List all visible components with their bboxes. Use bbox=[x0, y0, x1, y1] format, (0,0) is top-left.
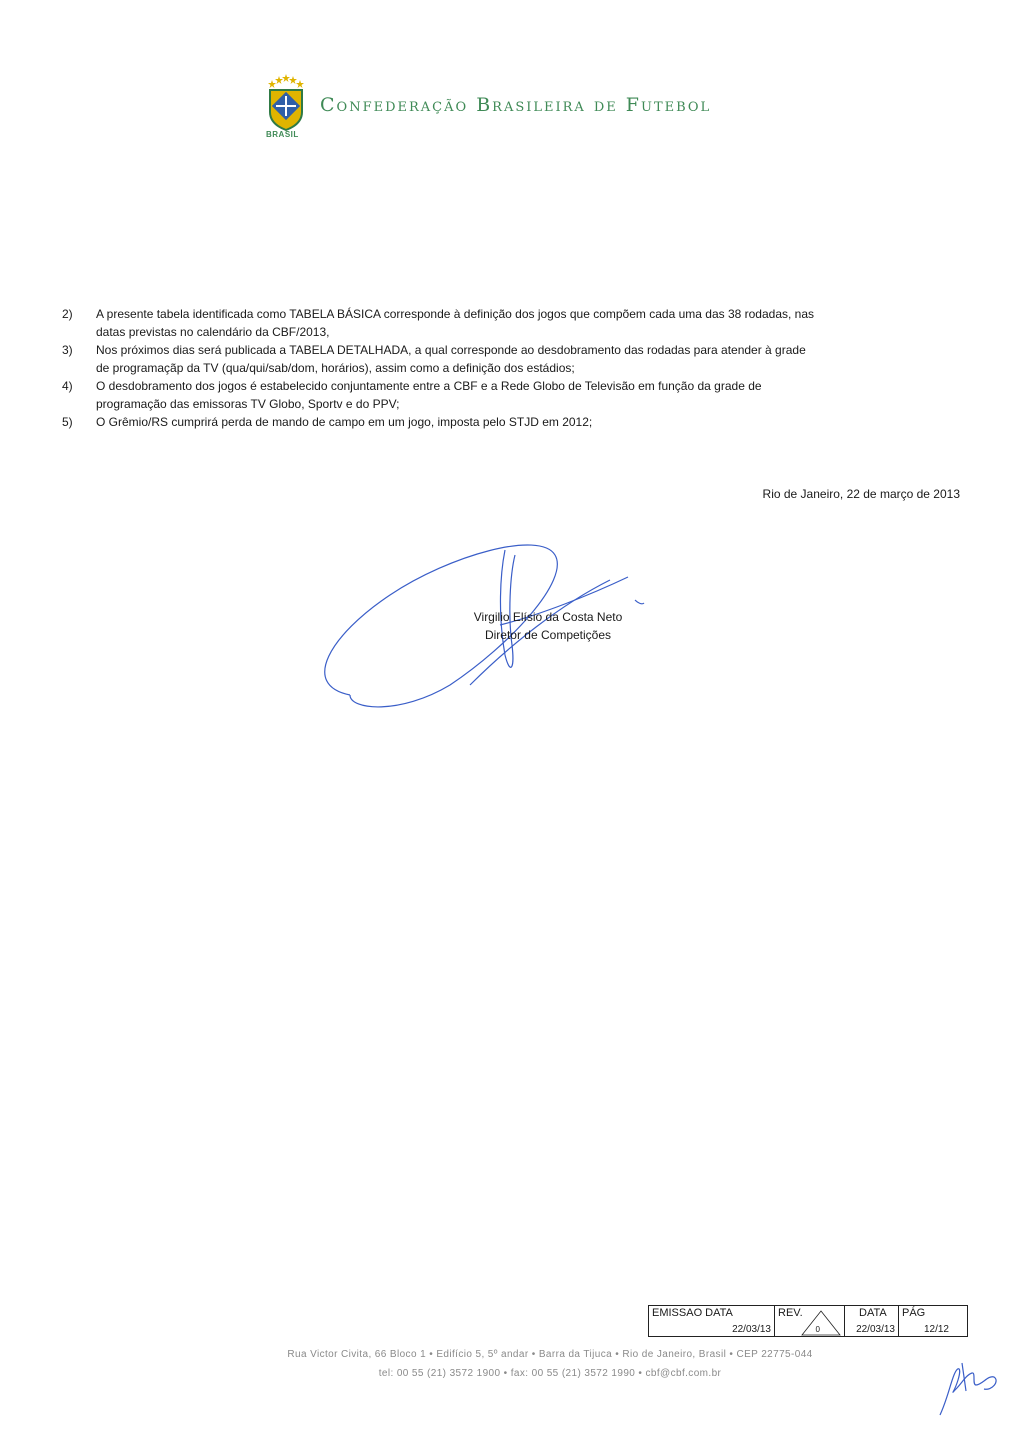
signatory-name: Virgilio Elísio da Costa Neto bbox=[473, 610, 623, 624]
emissao-label: EMISSAO DATA bbox=[652, 1307, 733, 1319]
note-number: 3) bbox=[62, 343, 73, 357]
initials-icon bbox=[932, 1355, 1002, 1417]
notes-list bbox=[62, 305, 822, 431]
note-text: A presente tabela identificada como TABELA BÁSICA corresponde à definição dos jogos que compõem cada uma das 38 rodadas, nas datas previstas no calendário da CBF/2013, bbox=[96, 307, 815, 339]
organization-name: Confederação Brasileira de Futebol bbox=[320, 94, 712, 116]
rev-cell bbox=[775, 1306, 845, 1336]
footer-address: Rua Victor Civita, 66 Bloco 1 • Edifício 5, 5º andar • Barra da Tijuca • Rio de Janeiro, Brasil • CEP 22775-044 bbox=[287, 1349, 813, 1360]
note-number: 2) bbox=[62, 307, 73, 321]
rev-label: REV. bbox=[778, 1307, 803, 1319]
pag-label: PÁG bbox=[902, 1307, 926, 1319]
note-text: O desdobramento dos jogos é estabelecido conjuntamente entre a CBF e a Rede Globo de Televisão em função da grade de programação das emissoras TV Globo, Sportv e do PPV; bbox=[96, 379, 762, 411]
rev-value: 0 bbox=[815, 1325, 820, 1334]
crest-label: BRASIL bbox=[266, 130, 299, 139]
footer-contact: tel: 00 55 (21) 3572 1900 • fax: 00 55 (21) 3572 1990 • cbf@cbf.com.br bbox=[378, 1368, 722, 1379]
note-number: 4) bbox=[62, 379, 73, 393]
place-and-date: Rio de Janeiro, 22 de março de 2013 bbox=[762, 487, 960, 501]
document-control-box bbox=[648, 1305, 968, 1337]
note-item bbox=[62, 341, 822, 377]
note-text: Nos próximos dias será publicada a TABELA DETALHADA, a qual corresponde ao desdobramento das rodadas para atender à grade de programaçãp da TV (qua/qui/sab/dom, horários), assim como a definição dos estádios; bbox=[96, 343, 806, 375]
note-item bbox=[62, 377, 822, 413]
data-cell bbox=[845, 1306, 899, 1336]
emissao-value: 22/03/13 bbox=[732, 1324, 771, 1335]
pag-value: 12/12 bbox=[923, 1324, 949, 1335]
letterhead bbox=[262, 74, 822, 144]
note-item bbox=[62, 305, 822, 341]
data-value: 22/03/13 bbox=[856, 1324, 895, 1335]
signatory-block bbox=[458, 608, 638, 644]
signatory-title: Diretor de Competições bbox=[484, 628, 612, 642]
note-text: O Grêmio/RS cumprirá perda de mando de campo em um jogo, imposta pelo STJD em 2012; bbox=[96, 415, 593, 429]
note-item bbox=[62, 413, 822, 431]
data-label: DATA bbox=[859, 1307, 887, 1319]
pag-cell bbox=[899, 1306, 967, 1336]
note-number: 5) bbox=[62, 415, 73, 429]
emissao-cell bbox=[649, 1306, 775, 1336]
revision-triangle-icon bbox=[801, 1310, 841, 1336]
